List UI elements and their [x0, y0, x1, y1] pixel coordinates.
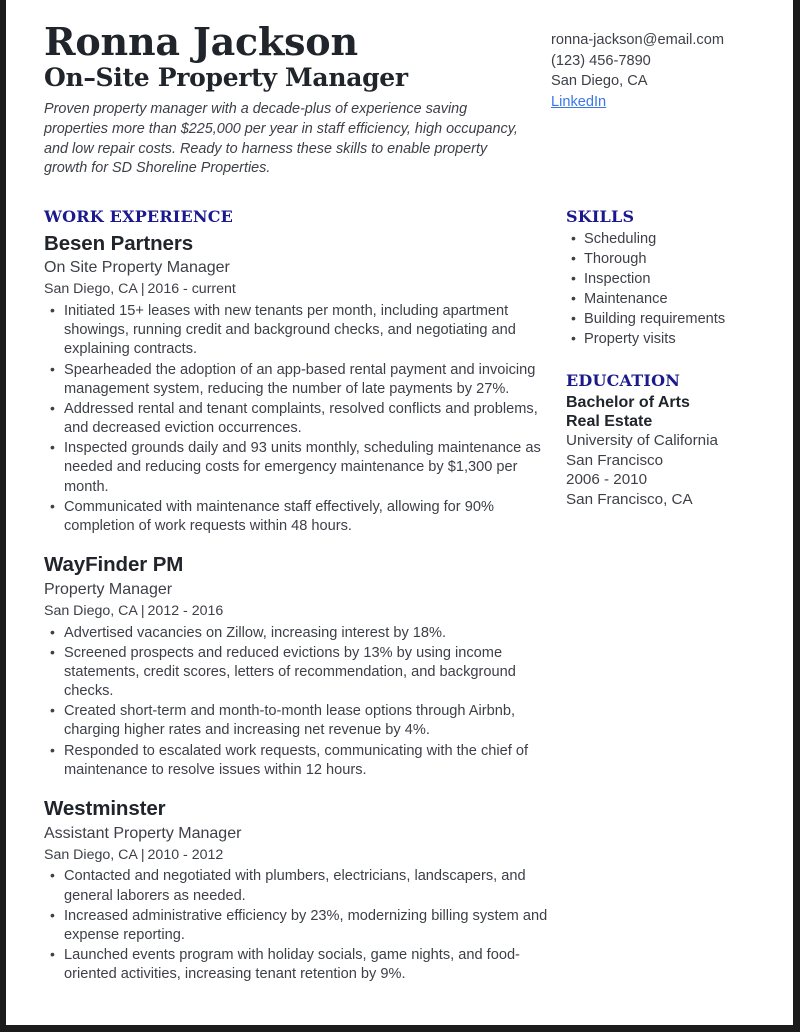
work-experience-entry — [44, 232, 549, 537]
work-experience-entry — [44, 553, 549, 780]
work-experience-list — [44, 232, 549, 985]
job-dates: 2012 - 2016 — [147, 602, 224, 619]
job-bullet: • Launched events program with holiday socials, game nights, and food-oriented activities, increasing tenant retention by 9%. — [44, 946, 549, 984]
sidebar-column — [566, 208, 766, 509]
job-bullet: • Screened prospects and reduced evictions by 13% by using income statements, credit scores, letters of recommendation, and background checks. — [44, 644, 549, 702]
skill-item: • Thorough — [566, 250, 766, 270]
job-bullet: • Increased administrative efficiency by 23%, modernizing billing system and expense reporting. — [44, 907, 549, 945]
header-identity — [44, 19, 544, 179]
section-heading-education: EDUCATION — [566, 370, 681, 390]
education-school-line-1: University of California — [566, 432, 718, 450]
job-role-title: Property Manager — [44, 580, 173, 598]
skill-item: • Building requirements — [566, 310, 766, 330]
job-meta-separator: | — [140, 846, 145, 863]
job-meta-separator: | — [140, 602, 145, 619]
work-experience-entry — [44, 797, 549, 984]
contact-phone[interactable]: (123) 456-7890 — [551, 52, 651, 69]
job-bullet: • Spearheaded the adoption of an app-based rental payment and invoicing management system, reducing the number of late payments by 27%. — [44, 361, 549, 399]
job-bullet: • Addressed rental and tenant complaints, resolved conflicts and problems, and decreased eviction occurrences. — [44, 400, 549, 438]
section-heading-work-experience: WORK EXPERIENCE — [44, 207, 234, 226]
resume-header — [44, 19, 756, 179]
education-field: Real Estate — [566, 413, 653, 431]
education-degree: Bachelor of Arts — [566, 394, 690, 412]
job-meta-separator: | — [140, 281, 145, 298]
job-meta — [44, 281, 549, 299]
education-entry — [566, 393, 766, 509]
job-location: San Diego, CA — [44, 281, 138, 298]
professional-summary: Proven property manager with a decade-plus of experience saving properties more than $225,000 per year in staff efficiency, high occupancy, and low repair costs. Ready to harness these skills to enable property growth for SD Shoreline Properties. — [44, 101, 518, 177]
job-bullet-list — [44, 302, 549, 536]
job-bullet: • Advertised vacancies on Zillow, increasing interest by 18%. — [44, 624, 549, 643]
skill-item: • Property visits — [566, 330, 766, 350]
sidebar-spacer — [566, 350, 766, 372]
job-location: San Diego, CA — [44, 602, 138, 619]
job-dates: 2016 - current — [147, 281, 236, 298]
contact-location: San Diego, CA — [551, 73, 648, 90]
employer-name: Besen Partners — [44, 231, 194, 255]
main-column — [44, 208, 549, 986]
job-bullet: • Responded to escalated work requests, communicating with the chief of maintenance to resolve issues within 12 hours. — [44, 742, 549, 780]
candidate-name: Ronna Jackson — [44, 19, 358, 64]
job-bullet: • Contacted and negotiated with plumbers, electricians, landscapers, and general laborers as needed. — [44, 867, 549, 905]
contact-email[interactable]: ronna-jackson@email.com — [551, 32, 724, 48]
candidate-job-title: On–Site Property Manager — [44, 62, 408, 92]
job-role-title: On Site Property Manager — [44, 259, 230, 277]
job-bullet-list — [44, 867, 549, 984]
skill-item: • Scheduling — [566, 230, 766, 250]
job-bullet: • Created short-term and month-to-month lease options through Airbnb, charging higher rates and increasing net revenue by 4%. — [44, 702, 549, 740]
skill-item: • Inspection — [566, 270, 766, 290]
employer-name: WayFinder PM — [44, 553, 184, 577]
education-school-line-2: San Francisco — [566, 451, 664, 469]
job-dates: 2010 - 2012 — [147, 846, 224, 863]
job-meta — [44, 847, 549, 865]
resume-sheet — [6, 0, 793, 1025]
job-meta — [44, 603, 549, 621]
job-bullet: • Initiated 15+ leases with new tenants per month, including apartment showings, running credit and background checks, and negotiating and explaining contracts. — [44, 302, 549, 360]
contact-block — [551, 22, 756, 113]
skills-list — [566, 230, 766, 350]
job-bullet: • Communicated with maintenance staff effectively, allowing for 90% completion of work requests within 48 hours. — [44, 498, 549, 536]
job-bullet-list — [44, 624, 549, 781]
employer-name: Westminster — [44, 797, 166, 821]
job-location: San Diego, CA — [44, 846, 138, 863]
job-role-title: Assistant Property Manager — [44, 824, 242, 842]
education-location: San Francisco, CA — [566, 490, 693, 508]
job-bullet: • Inspected grounds daily and 93 units monthly, scheduling maintenance as needed and reducing costs for emergency maintenance by $1,300 per month. — [44, 439, 549, 497]
education-dates: 2006 - 2010 — [566, 471, 648, 489]
skill-item: • Maintenance — [566, 290, 766, 310]
linkedin-link[interactable]: LinkedIn — [551, 94, 607, 111]
section-heading-skills: SKILLS — [566, 207, 635, 226]
